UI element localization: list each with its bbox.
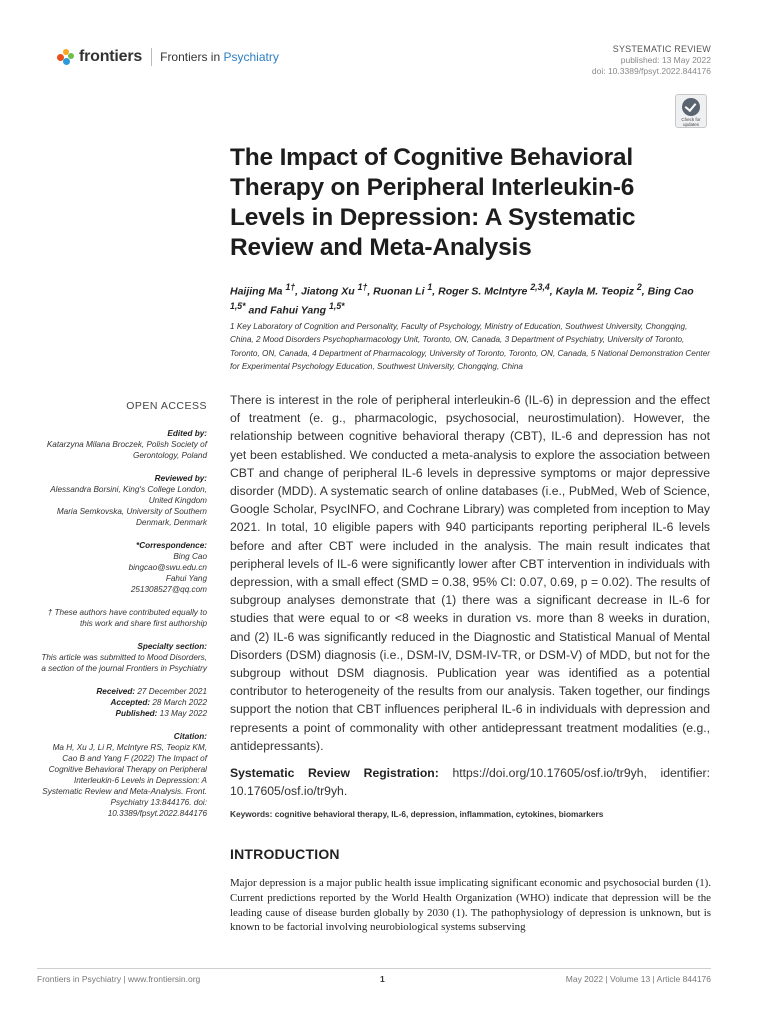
- registration-link[interactable]: https://doi.org/10.17605/osf.io/tr9yh, identifier: 10.17605/osf.io/tr9yh.: [230, 766, 710, 799]
- header-divider: [151, 48, 152, 66]
- keywords-list: cognitive behavioral therapy, IL-6, depression, inflammation, cytokines, biomarkers: [274, 809, 604, 819]
- article-doi[interactable]: doi: 10.3389/fpsyt.2022.844176: [591, 66, 711, 76]
- article-title: The Impact of Cognitive Behavioral Therapy on Peripheral Interleukin-6 Levels in Depression: A Systematic Review and Meta-Analysis: [230, 144, 636, 261]
- specialty-section-label: Specialty section:: [137, 642, 207, 651]
- keywords: [230, 809, 710, 819]
- reviewed-by-label: Reviewed by:: [154, 474, 207, 483]
- check-for-updates-button[interactable]: [675, 94, 707, 128]
- specialty-section-text: This article was submitted to Mood Disorders, a section of the journal Frontiers in Psychiatry: [41, 653, 207, 673]
- edited-by-label: Edited by:: [167, 429, 207, 438]
- footer-journal-link[interactable]: Frontiers in Psychiatry | www.frontiersin.org: [37, 974, 201, 984]
- accepted-date: 28 March 2022: [152, 698, 207, 707]
- corresponding-author-1: Bing Cao: [173, 552, 207, 561]
- journal-name: Frontiers in Psychiatry: [160, 50, 279, 64]
- registration-label: Systematic Review Registration:: [230, 766, 439, 780]
- corresponding-author-2: Fahui Yang: [165, 574, 207, 583]
- abstract: There is interest in the role of peripheral interleukin-6 (IL-6) in depression and the effect of treatment (e. g., pharmacologic, psychosocial, neurostimulation). However, the relationship between cognitive behavioral therapy (CBT), IL-6 and depression has not yet been established. We conducted a meta-analysis to explore the association between CBT and change of peripheral IL-6 levels in depressive symptoms or major depressive disorder (MDD). A systematic search of online databases (i.e., PubMed, Web of Science, Google Scholar, PsycINFO, and Cochrane Library) was completed from inception to May 2021. In total, 10 eligible papers with 940 participants reporting peripheral IL-6 levels before and after CBT were included in the analysis. The main result indicates that peripheral levels of IL-6 were significantly lower after CBT intervention in individuals with depression, with a small effect (SMD = 0.38, 95% CI: 0.07, 0.69, p = 0.02). The results of subgroup analyses demonstrate that (1) there was a significant decrease in IL-6 for studies that were equal to or <8 weeks in duration vs. more than 8 weeks in duration, and (2) IL-6 was significantly reduced in the Diagnostic and Statistical Manual of Mental Disorders (DSM) diagnosis (i.e., DSM-IV, DSM-IV-TR, or DSM-V) of MDD, but not for the subgroup without DSM diagnosis. Publication year was identified as a potential contributor to heterogeneity of the results from our analysis. Taken together, our findings support the notion that CBT influences peripheral IL-6 in individuals with depression and represents a point of commonality with other antidepressant treatment modalities (e.g., antidepressants).: [230, 393, 710, 753]
- correspondence-label: *Correspondence:: [136, 541, 207, 550]
- corresponding-email-2[interactable]: 251308527@qq.com: [130, 585, 207, 594]
- published-date: published: 13 May 2022: [620, 55, 711, 65]
- accepted-label: Accepted:: [110, 698, 151, 707]
- check-updates-label: Check for updates: [681, 117, 701, 127]
- affiliations: 1 Key Laboratory of Cognition and Personality, Faculty of Psychology, Ministry of Education, Southwest University, Chongqing, China, 2 Mood Disorders Psychopharmacology Unit, Toronto, ON, Canada, 3 Department of Psychiatry, University of Toronto, Toronto, ON, Canada, 4 Department of Pharmacology, University of Toronto, Toronto, ON, Canada, 5 National Demonstration Center for Experimental Psychology Education, Southwest University, Chongqing, China: [230, 322, 710, 372]
- article-sidebar: [40, 401, 207, 819]
- received-label: Received:: [96, 687, 136, 696]
- brand-name: frontiers: [79, 48, 143, 65]
- article-meta: [592, 44, 711, 77]
- citation-text: Ma H, Xu J, Li R, McIntyre RS, Teopiz KM, Cao B and Yang F (2022) The Impact of Cognitive Behavioral Therapy on Peripheral Interleukin-6 Levels in Depression: A Systematic Review and Meta-Analysis. Front. Psychiatry 13:844176. doi: 10.3389/fpsyt.2022.844176: [42, 743, 207, 818]
- published-date-sidebar: 13 May 2022: [159, 709, 207, 718]
- reviewer-1: Alessandra Borsini, King's College London, United Kingdom: [50, 485, 207, 505]
- article-type: SYSTEMATIC REVIEW: [612, 44, 711, 54]
- published-label: Published:: [115, 709, 158, 718]
- author-list: Haijing Ma $^{1\dagger}$, Jiatong Xu $^{1\dagger}$, Ruonan Li $^1$, Roger S. McIntyre $^{2,3,4}$, Kayla M. Teopiz $^2$, Bing Cao $^{1,5*}$ and Fahui Yang $^{1,5*}$: [230, 282, 694, 317]
- frontiers-logo[interactable]: [57, 48, 279, 66]
- introduction-heading: INTRODUCTION: [230, 846, 340, 862]
- frontiers-logo-icon: [57, 48, 75, 66]
- equal-contribution-note: † These authors have contributed equally to this work and share first authorship: [47, 608, 207, 628]
- citation-label: Citation:: [173, 732, 207, 741]
- received-date: 27 December 2021: [137, 687, 207, 696]
- open-access-label: OPEN ACCESS: [126, 400, 207, 412]
- footer-divider: [37, 968, 711, 969]
- keywords-label: Keywords:: [230, 809, 273, 819]
- footer-issue-info: May 2022 | Volume 13 | Article 844176: [565, 974, 711, 984]
- registration: [230, 764, 710, 800]
- check-icon: [682, 98, 700, 116]
- corresponding-email-1[interactable]: bingcao@swu.edu.cn: [128, 563, 207, 572]
- introduction-text: Major depression is a major public health issue implicating significant economic and psychosocial burden (1). Current predictions reported by the World Health Organization (WHO) indicate that depression will be the leading cause of disease burden globally by 2030 (1). The pathophysiology of depression is unknown, but is known to be factorial involving neurobiological systems subserving: [230, 877, 711, 934]
- page-number: 1: [380, 974, 385, 984]
- reviewer-2: Maria Semkovska, University of Southern Denmark, Denmark: [56, 507, 207, 527]
- editor: Katarzyna Milana Broczek, Polish Society of Gerontology, Poland: [46, 440, 207, 460]
